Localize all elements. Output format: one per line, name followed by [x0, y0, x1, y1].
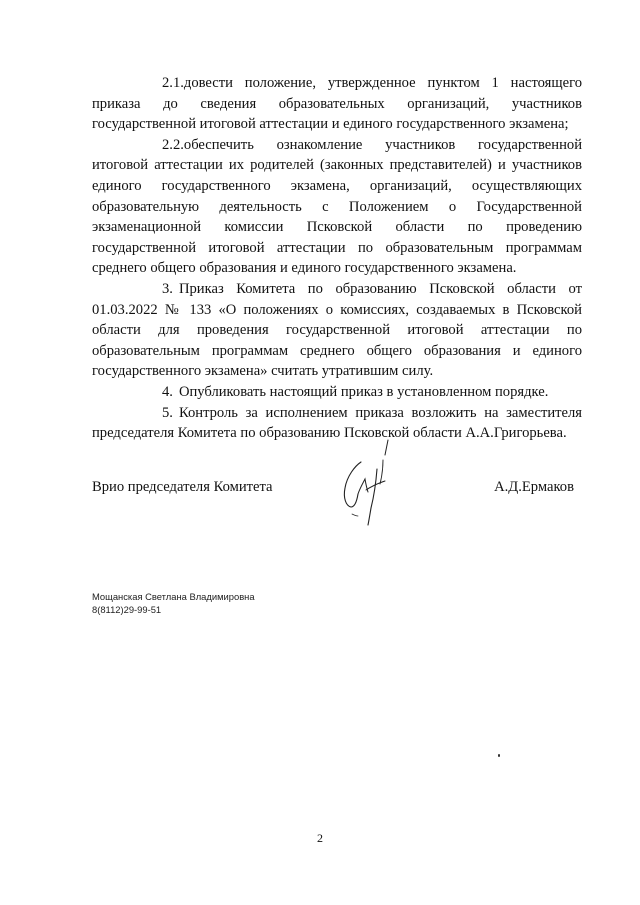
paragraph-3	[92, 279, 582, 382]
paragraph-text: Приказ Комитета по образованию Псковской области от 01.03.2022 № 133 «О положениях о комиссиях, создаваемых в Псковской области для проведения государственной итоговой аттестации по образовательным программам среднего общего образования и единого государственного экзамена» считать утратившим силу.	[92, 280, 582, 380]
paragraph-number: 2.1.	[162, 75, 184, 91]
executor-phone: 8(8112)29-99-51	[92, 604, 162, 615]
paragraph-4	[92, 382, 582, 403]
signatory-position: Врио председателя Комитета	[92, 479, 273, 495]
executor-name: Мощанская Светлана Владимировна	[92, 591, 255, 602]
page-number: 2	[317, 831, 323, 845]
handwritten-signature	[330, 436, 410, 526]
paragraph-text: Опубликовать настоящий приказ в установленном порядке.	[178, 383, 549, 400]
scan-speck	[498, 754, 500, 757]
paragraph-2-2	[92, 135, 582, 279]
paragraph-number: 2.2.	[162, 136, 184, 153]
paragraph-number: 3.	[162, 280, 173, 297]
document-body	[92, 73, 582, 444]
signatory-name: А.Д.Ермаков	[494, 479, 574, 495]
paragraph-text: Контроль за исполнением приказа возложить на заместителя председателя Комитета по образованию Псковской области А.А.Григорьева.	[92, 404, 582, 442]
paragraph-text: довести положение, утвержденное пунктом 1 настоящего приказа до сведения образовательных организаций, участников государственной итоговой аттестации и единого государственного экзамена;	[92, 75, 582, 133]
executor-contact	[92, 590, 255, 616]
paragraph-text: обеспечить ознакомление участников государственной итоговой аттестации их родителей (законных представителей) и участников единого государственного экзамена, организаций, осуществляющих образовательную деятельность с Положением о Государственной экзаменационной комиссии Псковской области по проведению государственной итоговой аттестации по образовательным программам среднего общего образования и единого государственного экзамена.	[92, 136, 582, 277]
paragraph-number: 5.	[162, 404, 173, 421]
paragraph-2-1	[92, 73, 582, 135]
paragraph-number: 4.	[162, 383, 173, 400]
